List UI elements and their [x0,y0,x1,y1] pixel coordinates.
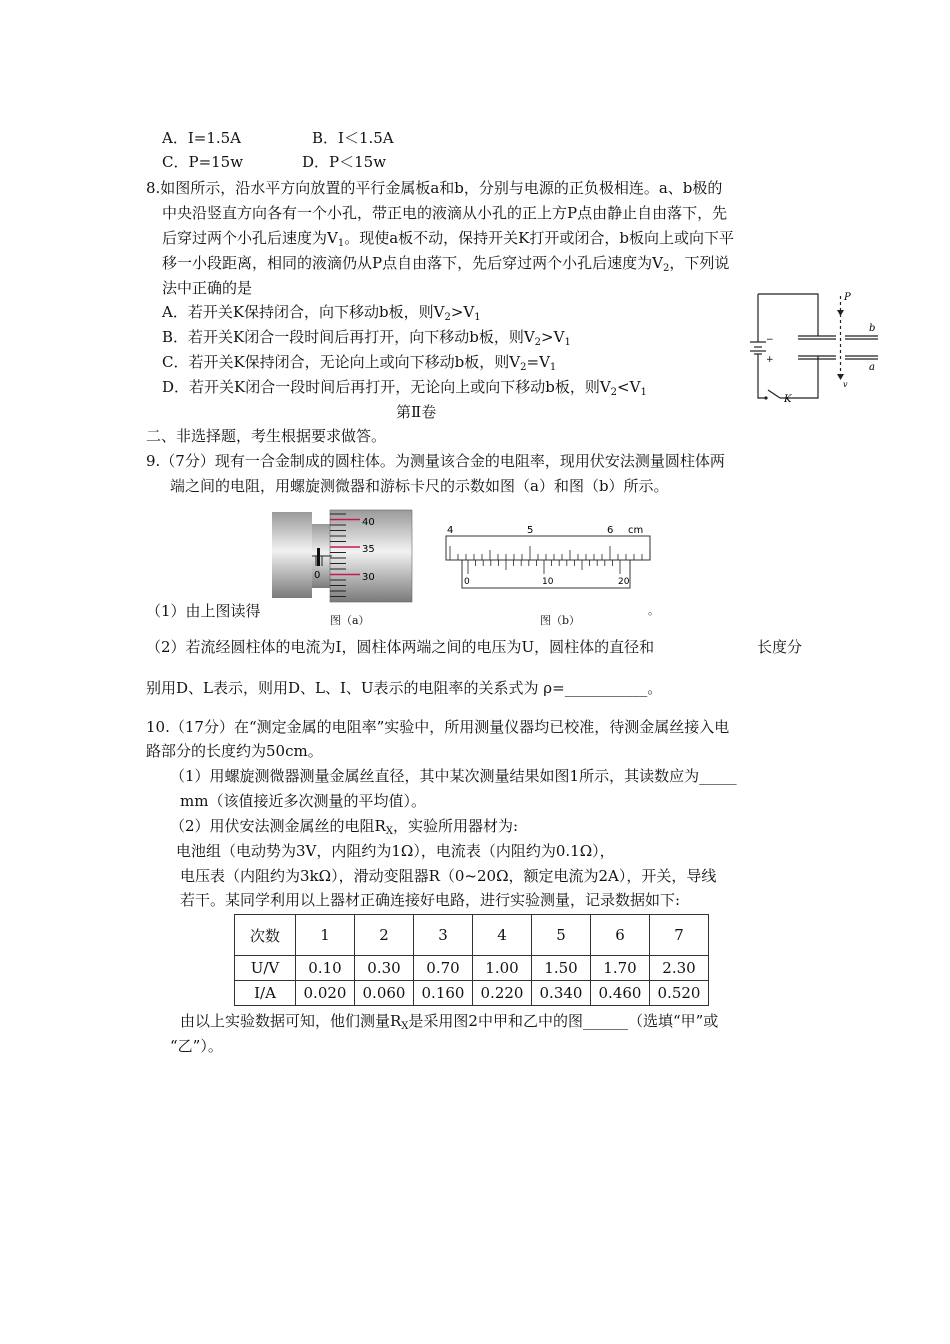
table-header-cell: 次数 [235,915,296,956]
figure-b-caption: 图（b） [540,614,581,627]
part2-heading: 二、非选择题，考生根据要求做答。 [146,427,387,445]
label-a: a [869,362,875,373]
q8-line-1: 8.如图所示，沿水平方向放置的平行金属板a和b，分别与电源的正负极相连。a、b极的 [146,179,723,197]
micrometer-scale-35: 35 [362,544,375,555]
q10-line-10: “乙”）。 [170,1037,223,1055]
table-cell: 0.340 [532,981,591,1006]
caliper-main-4: 4 [447,525,454,536]
caliper-unit: cm [628,525,644,536]
table-row [235,981,709,1006]
table-cell: 0.220 [473,981,532,1006]
q8-line-4: 移一小段距离，相同的液滴仍从P点自由落下，先后穿过两个小孔后速度为$V_2$，下列说 [162,254,730,274]
q7-option-c: C．P=15w [162,153,244,171]
table-header-cell: 6 [591,915,650,956]
micrometer-zero: 0 [314,570,321,581]
part2-title: 第Ⅱ卷 [396,403,437,421]
table-cell: 2.30 [650,956,709,981]
table-header-cell: 2 [355,915,414,956]
q9-sub-1-end: 。 [648,604,659,617]
q10-line-4: mm（该值接近多次测量的平均值）。 [180,792,426,810]
measurement-table [234,914,709,1006]
table-cell: 1.00 [473,956,532,981]
label-k: K [784,394,792,404]
label-b: b [869,323,876,334]
table-cell: 0.060 [355,981,414,1006]
q8-option-b: B．若开关K闭合一段时间后再打开，向下移动b板，则$V_2>V_1$ [162,328,571,348]
micrometer-scale-30: 30 [362,572,375,583]
table-cell: 0.460 [591,981,650,1006]
table-header-cell: 4 [473,915,532,956]
q9-sub-1: （1）由上图读得 [146,602,261,620]
label-plus: + [766,355,774,365]
table-cell: 0.10 [296,956,355,981]
q8-line-3: 后穿过两个小孔后速度为$V_1$。现使a板不动，保持开关K打开或闭合，b板向上或向下平 [162,229,734,249]
micrometer-figure [270,508,414,604]
label-minus: − [766,335,774,345]
q10-line-5: （2）用伏安法测金属丝的电阻$R_X$，实验所用器材为: [170,817,519,837]
q8-line-5: 法中正确的是 [162,279,253,297]
table-cell: 1.70 [591,956,650,981]
q10-line-9: 由以上实验数据可知，他们测量$R_X$是采用图2中甲和乙中的图______（选填“甲”或 [180,1012,719,1032]
table-cell: U/V [235,956,296,981]
table-header-cell: 5 [532,915,591,956]
q8-option-c: C．若开关K保持闭合，无论向上或向下移动b板，则$V_2=V_1$ [162,353,557,373]
table-cell: 0.70 [414,956,473,981]
table-row [235,956,709,981]
q10-line-1: 10.（17分）在“测定金属的电阻率”实验中，所用测量仪器均已校准，待测金属丝接入电 [146,718,730,736]
table-header-cell: 3 [414,915,473,956]
table-cell: 0.30 [355,956,414,981]
label-p: P [844,292,851,303]
table-cell: I/A [235,981,296,1006]
caliper-vernier-0: 0 [464,577,470,587]
caliper-vernier-20: 20 [618,577,630,587]
q9-line-2: 端之间的电阻，用螺旋测微器和游标卡尺的示数如图（a）和图（b）所示。 [170,477,669,495]
q8-line-2: 中央沿竖直方向各有一个小孔，带正电的液滴从小孔的正上方P点由静止自由落下，先 [162,204,728,222]
capacitor-circuit-diagram [748,286,888,404]
q8-option-d: D．若开关K闭合一段时间后再打开，无论向上或向下移动b板，则$V_2<V_1$ [162,378,647,398]
caliper-main-5: 5 [527,525,534,536]
q9-sub-2-b: 长度分 [757,638,803,656]
caliper-vernier-10: 10 [542,577,554,587]
q10-line-3: （1）用螺旋测微器测量金属丝直径，其中某次测量结果如图1所示，其读数应为_____ [170,767,737,785]
table-row [235,915,709,956]
table-cell: 0.020 [296,981,355,1006]
figure-a-caption: 图（a） [330,614,370,627]
q9-line-1: 9.（7分）现有一合金制成的圆柱体。为测量该合金的电阻率，现用伏安法测量圆柱体两 [146,452,725,470]
q8-option-a: A．若开关K保持闭合，向下移动b板，则$V_2>V_1$ [162,303,481,323]
q10-line-8: 若干。某同学利用以上器材正确连接好电路，进行实验测量，记录数据如下: [180,891,681,909]
q9-sub-2-c: 别用D、L表示，则用D、L、I、U表示的电阻率的关系式为 ρ=___________。 [146,679,663,697]
table-cell: 0.520 [650,981,709,1006]
table-header-cell: 7 [650,915,709,956]
q7-option-b: B．I＜1.5A [312,129,394,147]
q10-line-2: 路部分的长度约为50cm。 [146,742,323,760]
caliper-main-6: 6 [607,525,614,536]
q10-line-6: 电池组（电动势为3V，内阻约为1Ω），电流表（内阻约为0.1Ω）， [176,842,615,860]
q7-option-a: A．I=1.5A [162,129,242,147]
vernier-caliper-figure [444,520,654,592]
micrometer-scale-40: 40 [362,517,375,528]
table-cell: 0.160 [414,981,473,1006]
table-header-cell: 1 [296,915,355,956]
q10-line-7: 电压表（内阻约为3kΩ），滑动变阻器R（0~20Ω，额定电流为2A），开关，导线 [180,867,717,885]
q9-sub-2-a: （2）若流经圆柱体的电流为I，圆柱体两端之间的电压为U，圆柱体的直径和 [146,638,655,656]
label-v: v [843,380,848,389]
q7-option-d: D．P＜15w [302,153,387,171]
table-cell: 1.50 [532,956,591,981]
